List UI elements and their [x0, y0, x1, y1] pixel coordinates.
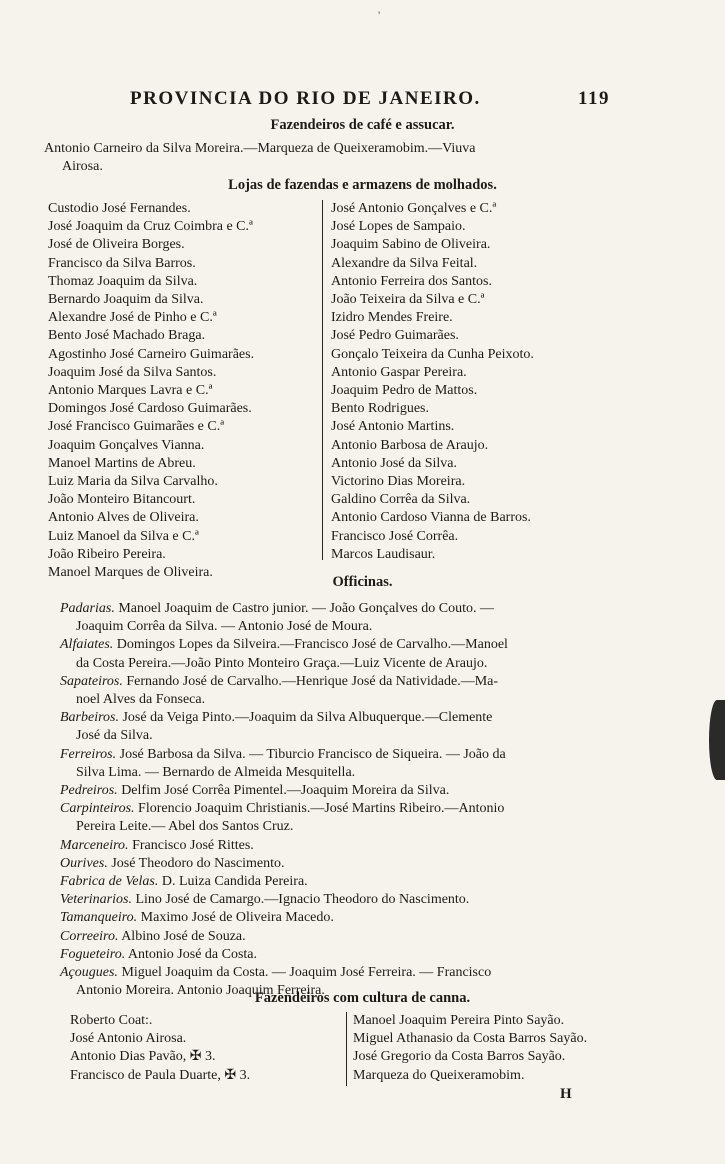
officina-trade-label: Carpinteiros.	[60, 801, 135, 817]
list-item: Joaquim José da Silva Santos.	[48, 364, 217, 380]
list-item: Bento Rodrigues.	[331, 401, 429, 417]
officina-names: Pereira Leite.— Abel dos Santos Cruz.	[76, 819, 294, 835]
list-item: Joaquim Sabino de Oliveira.	[331, 237, 491, 253]
lojas-left-column	[48, 200, 333, 582]
page-edge-blot	[709, 700, 725, 780]
officina-names: José Barbosa da Silva. — Tiburcio Francisco de Siqueira. — João da	[116, 746, 506, 762]
officina-names: Joaquim Corrêa da Silva. — Antonio José de Moura.	[76, 619, 373, 635]
list-item: Manoel Marques de Oliveira.	[48, 565, 213, 581]
cana-right-column	[346, 1012, 653, 1086]
list-item: Manoel Joaquim Pereira Pinto Sayão.	[353, 1013, 565, 1028]
cana-left-column	[70, 1012, 330, 1085]
list-item: José Joaquim da Cruz Coimbra e C.ª	[48, 219, 253, 235]
officina-names: D. Luiza Candida Pereira.	[158, 874, 308, 890]
officina-trade-label: Padarias.	[60, 601, 115, 616]
list-item: João Teixeira da Silva e C.ª	[331, 292, 485, 308]
officina-row	[60, 946, 660, 964]
list-item: José Antonio Martins.	[331, 419, 455, 435]
officina-row	[60, 691, 660, 709]
officinas-list	[60, 600, 660, 1000]
officina-row	[60, 727, 660, 745]
list-item: Antonio Alves de Oliveira.	[48, 510, 199, 526]
officina-row	[60, 655, 660, 673]
officina-names: Silva Lima. — Bernardo de Almeida Mesquitella.	[76, 764, 356, 780]
list-item: José Antonio Gonçalves e C.ª	[331, 201, 497, 216]
list-item: Bernardo Joaquim da Silva.	[48, 292, 204, 308]
list-item: Joaquim Pedro de Mattos.	[331, 383, 478, 399]
officina-names: Albino José de Souza.	[118, 928, 246, 944]
list-item: João Ribeiro Pereira.	[48, 546, 166, 562]
list-item: Antonio Cardoso Vianna de Barros.	[331, 510, 531, 526]
list-item: Alexandre da Silva Feital.	[331, 255, 478, 271]
officina-trade-label: Ferreiros.	[60, 746, 117, 762]
list-item: Manoel Martins de Abreu.	[48, 455, 196, 471]
officina-row	[60, 746, 660, 764]
heading-officinas: Officinas.	[332, 574, 393, 590]
list-item: Roberto Coat:.	[70, 1013, 153, 1028]
list-item: Domingos José Cardoso Guimarães.	[48, 401, 252, 417]
officina-trade-label: Fabrica de Velas.	[60, 874, 159, 890]
officina-trade-label: Pedreiros.	[60, 783, 118, 799]
officina-trade-label: Ourives.	[60, 855, 108, 871]
list-item: Antonio Ferreira dos Santos.	[331, 273, 492, 289]
officina-trade-label: Correeiro.	[60, 928, 119, 944]
cafe-line-1: Antonio Carneiro da Silva Moreira.—Marqueza de Queixeramobim.—Viuva	[44, 141, 476, 156]
officina-trade-label: Marceneiro.	[60, 837, 129, 853]
list-item: João Monteiro Bitancourt.	[48, 492, 196, 508]
list-item: José Gregorio da Costa Barros Sayão.	[353, 1049, 566, 1065]
officina-row	[60, 673, 660, 691]
officina-names: Delfim José Corrêa Pimentel.—Joaquim Moreira da Silva.	[117, 783, 450, 799]
heading-cana: Fazendeiros com cultura de canna.	[254, 990, 471, 1006]
officina-names: noel Alves da Fonseca.	[76, 692, 206, 708]
officina-trade-label: Sapateiros.	[60, 673, 123, 689]
officina-trade-label: Fogueteiro.	[60, 946, 126, 962]
officina-trade-label: Barbeiros.	[60, 710, 119, 726]
list-item: Marcos Laudisaur.	[331, 546, 436, 562]
top-mark: '	[378, 8, 381, 22]
list-item: Luiz Maria da Silva Carvalho.	[48, 474, 218, 490]
officina-row	[60, 709, 660, 727]
list-item: Antonio José da Silva.	[331, 455, 457, 471]
list-item: Agostinho José Carneiro Guimarães.	[48, 346, 255, 362]
list-item: Miguel Athanasio da Costa Barros Sayão.	[353, 1031, 588, 1047]
list-item: Luiz Manoel da Silva e C.ª	[48, 528, 199, 544]
list-item: Joaquim Gonçalves Vianna.	[48, 437, 205, 453]
list-item: Antonio Dias Pavão, ✠ 3.	[70, 1049, 216, 1065]
list-item: Galdino Corrêa da Silva.	[331, 492, 471, 508]
list-item: Antonio Gaspar Pereira.	[331, 364, 467, 380]
officina-row	[60, 764, 660, 782]
list-item: José Antonio Airosa.	[70, 1031, 187, 1047]
officina-names: Maximo José de Oliveira Macedo.	[137, 910, 334, 926]
officina-row	[60, 818, 660, 836]
officina-row	[60, 891, 660, 909]
page-number: 119	[578, 88, 610, 109]
list-item: José Lopes de Sampaio.	[331, 219, 466, 235]
officina-trade-label: Tamanqueiro.	[60, 910, 138, 926]
cafe-line-2: Airosa.	[62, 159, 103, 174]
officina-names: Lino José de Camargo.—Ignacio Theodoro do Nascimento.	[131, 892, 470, 908]
list-item: Izidro Mendes Freire.	[331, 310, 453, 326]
officina-row	[60, 782, 660, 800]
officina-names: da Costa Pereira.—João Pinto Monteiro Graça.—Luiz Vicente de Araujo.	[76, 655, 488, 671]
officina-row	[60, 855, 660, 873]
officina-row	[60, 800, 660, 818]
list-item: José Francisco Guimarães e C.ª	[48, 419, 225, 435]
officina-names: José Theodoro do Nascimento.	[107, 855, 285, 871]
list-item: José de Oliveira Borges.	[48, 237, 185, 253]
officina-trade-label: Veterinarios.	[60, 892, 132, 908]
officina-names: Antonio José da Costa.	[125, 946, 258, 962]
officina-names: Antonio Moreira. Antonio Joaquim Ferreira.	[76, 983, 325, 999]
list-item: Custodio José Fernandes.	[48, 201, 191, 216]
officina-names: Manoel Joaquim de Castro junior. — João Gonçalves do Couto. —	[114, 601, 494, 616]
running-title: PROVINCIA DO RIO DE JANEIRO.	[130, 88, 481, 109]
officina-row	[60, 873, 660, 891]
officina-names: Fernando José de Carvalho.—Henrique José da Natividade.—Ma-	[122, 673, 499, 689]
heading-lojas: Lojas de fazendas e armazens de molhados.	[228, 177, 497, 193]
officina-names: Miguel Joaquim da Costa. — Joaquim José Ferreira. — Francisco	[117, 965, 492, 981]
officina-names: Florencio Joaquim Christianis.—José Martins Ribeiro.—Antonio	[134, 801, 505, 817]
officina-trade-label: Açougues.	[60, 965, 118, 981]
officina-row	[60, 964, 660, 982]
lojas-right-column	[322, 200, 691, 560]
officina-names: José da Veiga Pinto.—Joaquim da Silva Albuquerque.—Clemente	[118, 710, 493, 726]
list-item: Alexandre José de Pinho e C.ª	[48, 310, 217, 326]
list-item: Francisco José Corrêa.	[331, 528, 459, 544]
list-item: Gonçalo Teixeira da Cunha Peixoto.	[331, 346, 534, 362]
officina-row	[60, 636, 660, 654]
officina-names: Francisco José Rittes.	[128, 837, 254, 853]
list-item: Antonio Barbosa de Araujo.	[331, 437, 489, 453]
list-item: Antonio Marques Lavra e C.ª	[48, 383, 213, 399]
list-item: Thomaz Joaquim da Silva.	[48, 273, 198, 289]
list-item: Victorino Dias Moreira.	[331, 474, 466, 490]
list-item: Francisco da Silva Barros.	[48, 255, 196, 271]
list-item: Bento José Machado Braga.	[48, 328, 206, 344]
list-item: José Pedro Guimarães.	[331, 328, 459, 344]
list-item: Francisco de Paula Duarte, ✠ 3.	[70, 1067, 251, 1083]
officina-row	[60, 837, 660, 855]
officina-row	[60, 600, 660, 618]
officina-trade-label: Alfaiates.	[60, 637, 114, 653]
officina-row	[60, 909, 660, 927]
signature-mark: H	[560, 1086, 572, 1102]
running-header	[130, 88, 610, 110]
list-item: Marqueza do Queixeramobim.	[353, 1067, 525, 1083]
heading-cafe: Fazendeiros de café e assucar.	[270, 117, 455, 133]
officina-row	[60, 928, 660, 946]
officina-row	[60, 618, 660, 636]
officina-names: José da Silva.	[76, 728, 153, 744]
officina-names: Domingos Lopes da Silveira.—Francisco José de Carvalho.—Manoel	[113, 637, 508, 653]
